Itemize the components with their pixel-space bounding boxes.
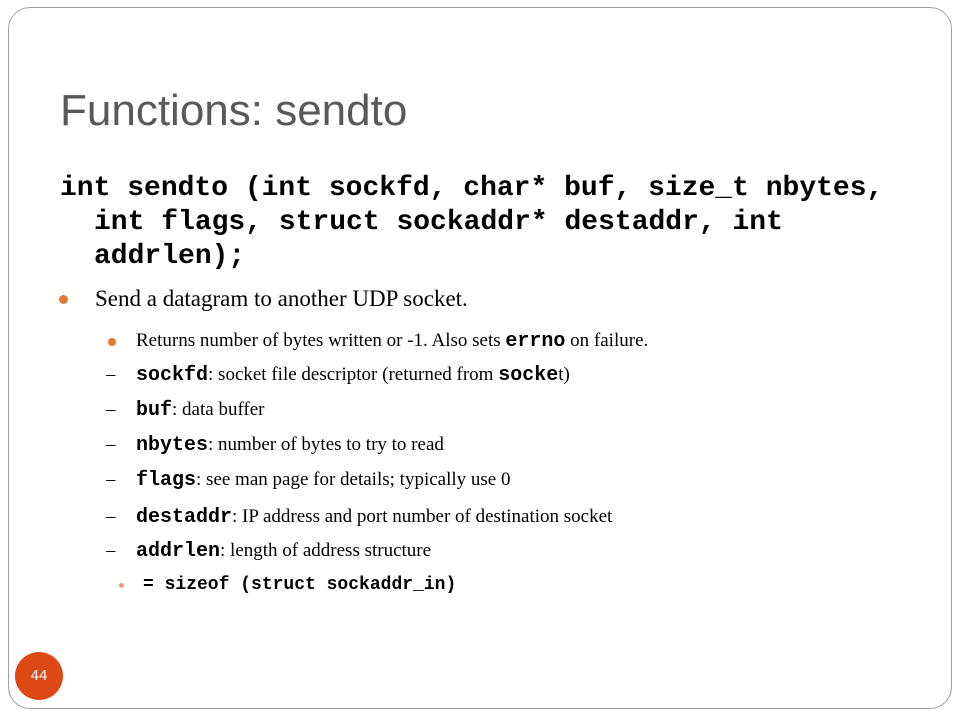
bullet-dot-icon (108, 338, 116, 346)
sub-bullet (143, 575, 456, 595)
param-name: buf (136, 399, 173, 422)
param-item-buf (106, 399, 265, 422)
main-bullet (95, 286, 468, 312)
errno-code: errno (505, 330, 566, 353)
dash-icon: – (106, 399, 116, 420)
param-desc: : IP address and port number of destination socket (232, 506, 613, 527)
page-number-badge: 44 (15, 652, 63, 700)
param-desc: : data buffer (172, 399, 265, 420)
param-desc: : number of bytes to try to read (208, 434, 444, 455)
sub-bullet-text: = sizeof (struct sockaddr_in) (143, 575, 457, 595)
param-item-destaddr (106, 506, 613, 529)
param-desc-code: socke (498, 364, 559, 387)
param-item-addrlen (106, 540, 432, 563)
dash-icon: – (106, 540, 116, 561)
dash-icon: – (106, 364, 116, 385)
dash-icon: – (106, 469, 116, 490)
slide-title: Functions: sendto (60, 86, 408, 135)
function-signature: int sendto (int sockfd, char* buf, size_t nbytes, int flags, struct sockaddr* destaddr, int addrlen); (60, 173, 884, 272)
param-desc: : length of address structure (220, 540, 432, 561)
param-name: sockfd (136, 364, 209, 387)
bullet-dot-icon (119, 583, 124, 588)
dash-icon: – (106, 506, 116, 527)
param-name: flags (136, 469, 197, 492)
dash-icon: – (106, 434, 116, 455)
param-item-sockfd (106, 364, 570, 387)
param-desc-a: : socket file descriptor (returned from (208, 364, 499, 385)
param-name: addrlen (136, 540, 221, 563)
param-name: destaddr (136, 506, 233, 529)
main-bullet-text: Send a datagram to another UDP socket. (95, 286, 468, 311)
returns-text-a: Returns number of bytes written or -1. Also sets (136, 330, 506, 351)
returns-text-b: on failure. (565, 330, 649, 351)
param-desc: : see man page for details; typically use 0 (196, 469, 511, 490)
returns-bullet (136, 330, 648, 353)
param-item-nbytes (106, 434, 444, 457)
param-desc-b: t) (558, 364, 570, 385)
param-name: nbytes (136, 434, 209, 457)
bullet-dot-icon (59, 295, 68, 304)
param-item-flags (106, 469, 511, 492)
